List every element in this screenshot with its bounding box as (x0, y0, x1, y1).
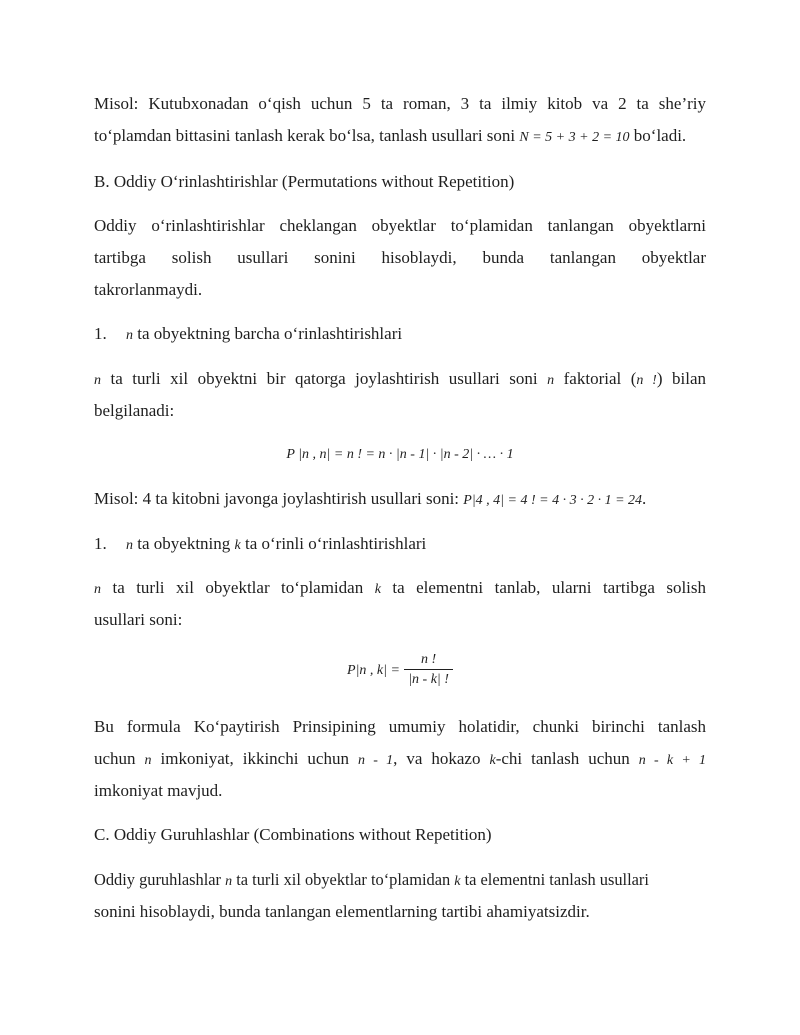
text: ta elementni tanlab, ularni tartibga solish (392, 578, 707, 597)
fraction-numerator: n ! (404, 652, 453, 670)
text: ta obyektning barcha o‘rinlashtirishlari (137, 324, 403, 343)
text: sonini hisoblaydi, bunda tanlangan elementlarning tartibi ahamiyatsizdir. (94, 902, 590, 921)
list-item-2 (94, 533, 706, 557)
text: ta turli xil obyektlar to‘plamidan (112, 578, 364, 597)
definition-line-1 (94, 215, 706, 237)
math-expr: n - k + 1 (638, 753, 707, 768)
math-var: n (225, 874, 233, 889)
text: ta elementni tanlash usullari (464, 870, 649, 889)
math-var: k (374, 582, 381, 597)
text: ) bilan (656, 369, 707, 388)
math-expr: n - 1 (357, 753, 394, 768)
formula-lhs: P|n , k| = (347, 662, 400, 678)
text: Misol: Kutubxonadan o‘qish uchun 5 ta roman, 3 ta ilmiy kitob va 2 ta she’riy (94, 94, 706, 113)
example-paragraph-line-2 (94, 125, 706, 149)
text: Oddiy guruhlashlar (94, 870, 222, 889)
math-var: k (489, 753, 496, 768)
text: ta turli xil obyektlar to‘plamidan (236, 870, 451, 889)
math-var: n (94, 582, 101, 597)
text: usullari soni: (94, 610, 183, 629)
math-var: k (234, 538, 241, 553)
formula-permutation (94, 443, 706, 463)
text: belgilanadi: (94, 401, 175, 420)
combination-line-2 (94, 901, 706, 923)
list-item-1 (94, 323, 706, 347)
text: bo‘ladi. (633, 126, 687, 145)
formula-arrangement (94, 652, 706, 688)
combination-line-1 (94, 869, 706, 893)
permutation-line-2 (94, 400, 706, 422)
text: ta o‘rinli o‘rinlashtirishlari (244, 534, 427, 553)
math-factorial: n ! (636, 373, 657, 388)
text: , va hokazo (393, 749, 481, 768)
text: Bu formula Ko‘paytirish Prinsipining umumiy holatidir, chunki birinchi tanlash (94, 717, 706, 736)
text: Oddiy o‘rinlashtirishlar cheklangan obyektlar to‘plamidan tanlangan obyektlarni (94, 216, 706, 235)
explanation-line-2 (94, 748, 706, 772)
example-paragraph-line-1 (94, 93, 706, 115)
text: takrorlanmaydi. (94, 280, 203, 299)
section-heading-b (94, 171, 706, 193)
fraction-denominator: |n - k| ! (408, 672, 449, 687)
formula-text: P ⁣|n , n| = n ! = n · |n - 1| · |n - 2| · … · 1 (286, 447, 514, 462)
math-var: k (454, 874, 461, 889)
section-heading-c (94, 824, 706, 846)
math-var: n (126, 328, 133, 343)
explanation-line-3 (94, 780, 706, 802)
arrangement-line-2 (94, 609, 706, 631)
text: . (642, 489, 647, 508)
heading-text: C. Oddiy Guruhlashlar (Combinations without Repetition) (94, 825, 492, 844)
math-var: n (144, 753, 152, 768)
heading-text: B. Oddiy O‘rinlashtirishlar (Permutations without Repetition) (94, 172, 515, 191)
text: imkoniyat, ikkinchi uchun (160, 749, 349, 768)
explanation-line-1 (94, 716, 706, 738)
arrangement-line-1 (94, 577, 706, 601)
math-var: n (94, 373, 101, 388)
math-var: n (547, 373, 555, 388)
example-books-line (94, 488, 706, 512)
math-sum: N = 5 + 3 + 2 = 10 (519, 130, 630, 145)
definition-line-2 (94, 247, 706, 269)
text: ta obyektning (137, 534, 231, 553)
text: to‘plamdan bittasini tanlash kerak bo‘lsa, tanlash usullari soni (94, 126, 516, 145)
list-marker: 1. (94, 324, 107, 343)
text: tartibga solish usullari sonini hisoblaydi, bunda tanlangan obyektlar (94, 248, 706, 267)
text: faktorial ( (563, 369, 637, 388)
text: ta turli xil obyektni bir qatorga joylashtirish usullari soni (110, 369, 538, 388)
fraction (404, 652, 453, 688)
list-marker: 1. (94, 534, 107, 553)
text: Misol: 4 ta kitobni javonga joylashtirish usullari soni: (94, 489, 460, 508)
permutation-line-1 (94, 368, 706, 392)
text: imkoniyat mavjud. (94, 781, 223, 800)
definition-line-3 (94, 279, 706, 301)
text: uchun (94, 749, 136, 768)
text: -chi tanlash uchun (495, 749, 630, 768)
math-example: P|4 , 4| = 4 ! = 4 · 3 · 2 · 1 = 24 (463, 493, 643, 508)
math-var: n (126, 538, 133, 553)
